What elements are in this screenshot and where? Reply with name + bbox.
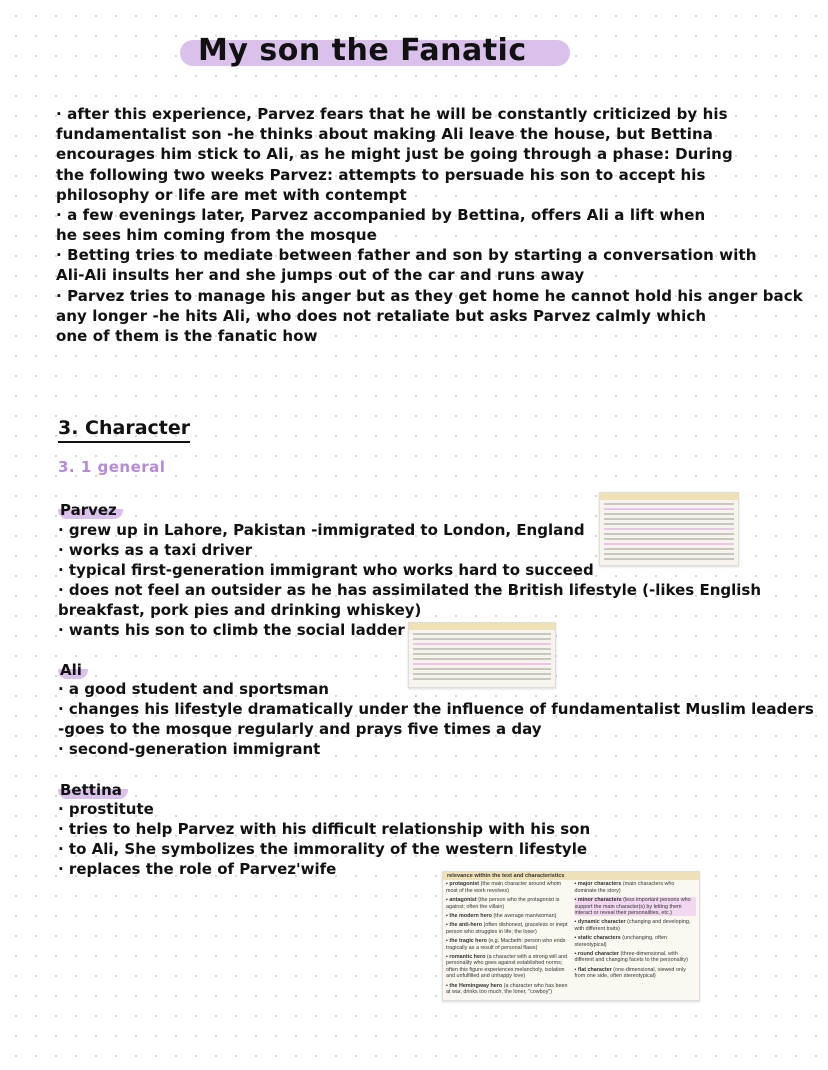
character-heading-parvez: Parvez: [58, 501, 123, 519]
reference-thumbnail-image: [599, 492, 739, 566]
character-item: · prostitute: [58, 800, 154, 818]
character-heading-ali: Ali: [58, 661, 88, 679]
summary-line: · Betting tries to mediate between father and son by starting a conversation with: [56, 246, 757, 264]
reference-entry: ▪ minor characters (less important persons who support the main character(s) by letting them interact or reveal their personalities, etc.): [575, 897, 697, 916]
reference-entry: ▪ protagonist (the main character around whom most of the work revolves): [446, 881, 562, 894]
character-item: · a good student and sportsman: [58, 680, 329, 698]
subsection-heading-general: 3. 1 general: [58, 458, 166, 476]
character-item: · tries to help Parvez with his difficult relationship with his son: [58, 820, 591, 838]
section-heading-character: 3. Character: [58, 416, 190, 443]
reference-entry: ▪ romantic hero (a character with a strong will and personality who goes against established norms; often this figure experiences melancholy, isolation and unfulfilled and unhappy love): [446, 954, 568, 980]
reference-entry: ▪ flat character (one-dimensional, viewed only from one side, often stereotypical): [574, 966, 686, 980]
reference-thumbnail-image: [408, 622, 556, 688]
reference-entry: ▪ static characters (unchanging, often stereotypical): [574, 935, 667, 948]
reference-entry: ▪ the Hemingway hero (a character who has been at war, drinks too much, the loner, "cowboy"): [446, 982, 568, 996]
summary-line: · a few evenings later, Parvez accompanied by Bettina, offers Ali a lift when: [56, 206, 706, 224]
character-item: -goes to the mosque regularly and prays five times a day: [58, 720, 542, 738]
page-title: My son the Fanatic: [198, 33, 527, 68]
reference-entry: ▪ antagonist (the person who the protagonist is against; often the villain): [446, 897, 560, 910]
reference-entry: ▪ the tragic hero (e.g. Macbeth: person who ends tragically as a result of personal flaws): [446, 938, 566, 951]
summary-line: he sees him coming from the mosque: [56, 226, 377, 244]
summary-line: philosophy or life are met with contempt: [56, 186, 407, 204]
reference-entry: ▪ the modern hero (the average man/woman): [446, 913, 557, 920]
reference-entry: ▪ the anti-hero (often dishonest, graceless or inept person who struggles in life; the loser): [446, 922, 568, 935]
summary-line: Ali-Ali insults her and she jumps out of the car and runs away: [56, 266, 585, 284]
character-item: · does not feel an outsider as he has assimilated the British lifestyle (-likes English: [58, 581, 762, 599]
reference-left-column: [443, 880, 571, 999]
character-item: · replaces the role of Parvez'wife: [58, 860, 337, 878]
summary-line: one of them is the fanatic how: [56, 327, 318, 345]
reference-entry: ▪ major characters (main characters who dominate the story): [574, 881, 675, 894]
character-item: · wants his son to climb the social ladder: [58, 621, 405, 639]
character-item: · typical first-generation immigrant who works hard to succeed: [58, 561, 594, 579]
summary-line: any longer -he hits Ali, who does not retaliate but asks Parvez calmly which: [56, 307, 707, 325]
reference-table-heading: relevance within the text and characteristics: [443, 872, 699, 880]
summary-line: · after this experience, Parvez fears that he will be constantly criticized by his: [56, 105, 728, 123]
character-item: · works as a taxi driver: [58, 541, 253, 559]
character-item: · second-generation immigrant: [58, 740, 321, 758]
character-item: · to Ali, She symbolizes the immorality of the western lifestyle: [58, 840, 588, 858]
reference-right-column: [571, 880, 700, 999]
summary-line: encourages him stick to Ali, as he might just be going through a phase: During: [56, 145, 733, 163]
character-item: · grew up in Lahore, Pakistan -immigrated to London, England: [58, 521, 585, 539]
reference-table-image: [442, 871, 700, 1001]
summary-line: · Parvez tries to manage his anger but as they get home he cannot hold his anger back: [56, 287, 803, 305]
character-heading-bettina: Bettina: [58, 781, 128, 799]
summary-line: the following two weeks Parvez: attempts to persuade his son to accept his: [56, 166, 706, 184]
title-block: [180, 32, 527, 70]
reference-entry: ▪ dynamic character (changing and developing, with different traits): [574, 919, 691, 932]
character-item: breakfast, pork pies and drinking whiskey): [58, 601, 422, 619]
summary-line: fundamentalist son -he thinks about making Ali leave the house, but Bettina: [56, 125, 713, 143]
reference-entry: ▪ round character (three-dimensional, with different and changing facets to the personality): [574, 951, 688, 964]
character-item: · changes his lifestyle dramatically under the influence of fundamentalist Muslim leaders: [58, 700, 814, 718]
